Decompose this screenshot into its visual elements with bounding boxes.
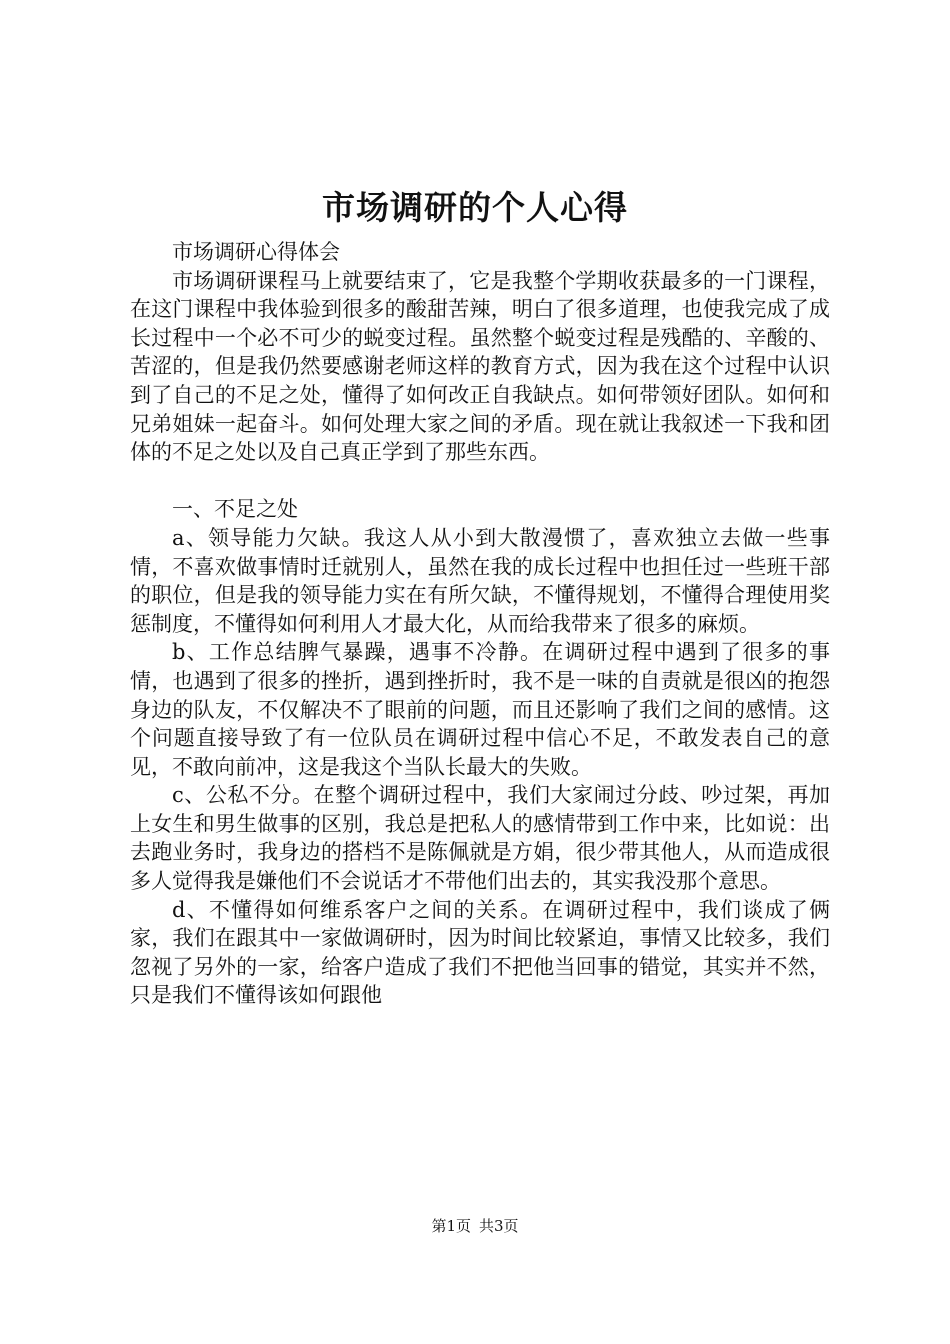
intro-paragraph: 市场调研课程马上就要结束了，它是我整个学期收获最多的一门课程，在这门课程中我体验到很多的酸甜苦辣，明白了很多道理，也使我完成了成长过程中一个必不可少的蜕变过程。虽然整个蜕变过程是残酷的、辛酸的、苦涩的，但是我仍然要感谢老师这样的教育方式，因为我在这个过程中认识到了自己的不足之处，懂得了如何改正自我缺点。如何带领好团队。如何和兄弟姐妹一起奋斗。如何处理大家之间的矛盾。现在就让我叙述一下我和团体的不足之处以及自己真正学到了那些东西。 xyxy=(130,268,830,465)
point-b-paragraph: b、工作总结脾气暴躁，遇事不冷静。在调研过程中遇到了很多的事情，也遇到了很多的挫折，遇到挫折时，我不是一味的自责就是很凶的抱怨身边的队友，不仅解决不了眼前的问题，而且还影响了我们之间的感情。这个问题直接导致了有一位队员在调研过程中信心不足，不敢发表自己的意见，不敢向前冲，这是我这个当队长最大的失败。 xyxy=(130,640,830,779)
subtitle-paragraph: 市场调研心得体会 xyxy=(172,240,340,264)
document-body xyxy=(130,238,830,1010)
page-total: 共3页 xyxy=(479,1217,519,1235)
document-title: 市场调研的个人心得 xyxy=(322,188,628,227)
point-a-paragraph: a、领导能力欠缺。我这人从小到大散漫惯了，喜欢独立去做一些事情，不喜欢做事情时迁就别人，虽然在我的成长过程中也担任过一些班干部的职位，但是我的领导能力实在有所欠缺，不懂得规划，不懂得合理使用奖惩制度，不懂得如何利用人才最大化，从而给我带来了很多的麻烦。 xyxy=(130,525,830,636)
point-c-paragraph: c、公私不分。在整个调研过程中，我们大家闹过分歧、吵过架，再加上女生和男生做事的区别，我总是把私人的感情带到工作中来，比如说：出去跑业务时，我身边的搭档不是陈佩就是方娟，很少带其他人，从而造成很多人觉得我是嫌他们不会说话才不带他们出去的，其实我没那个意思。 xyxy=(130,783,830,894)
page-number: 第1页 xyxy=(431,1217,471,1235)
section-heading: 一、不足之处 xyxy=(172,497,298,522)
point-d-paragraph: d、不懂得如何维系客户之间的关系。在调研过程中，我们谈成了俩家，我们在跟其中一家做调研时，因为时间比较紧迫，事情又比较多，我们忽视了另外的一家，给客户造成了我们不把他当回事的错觉，其实并不然，只是我们不懂得该如何跟他 xyxy=(130,897,830,1008)
page-footer xyxy=(0,1216,950,1236)
